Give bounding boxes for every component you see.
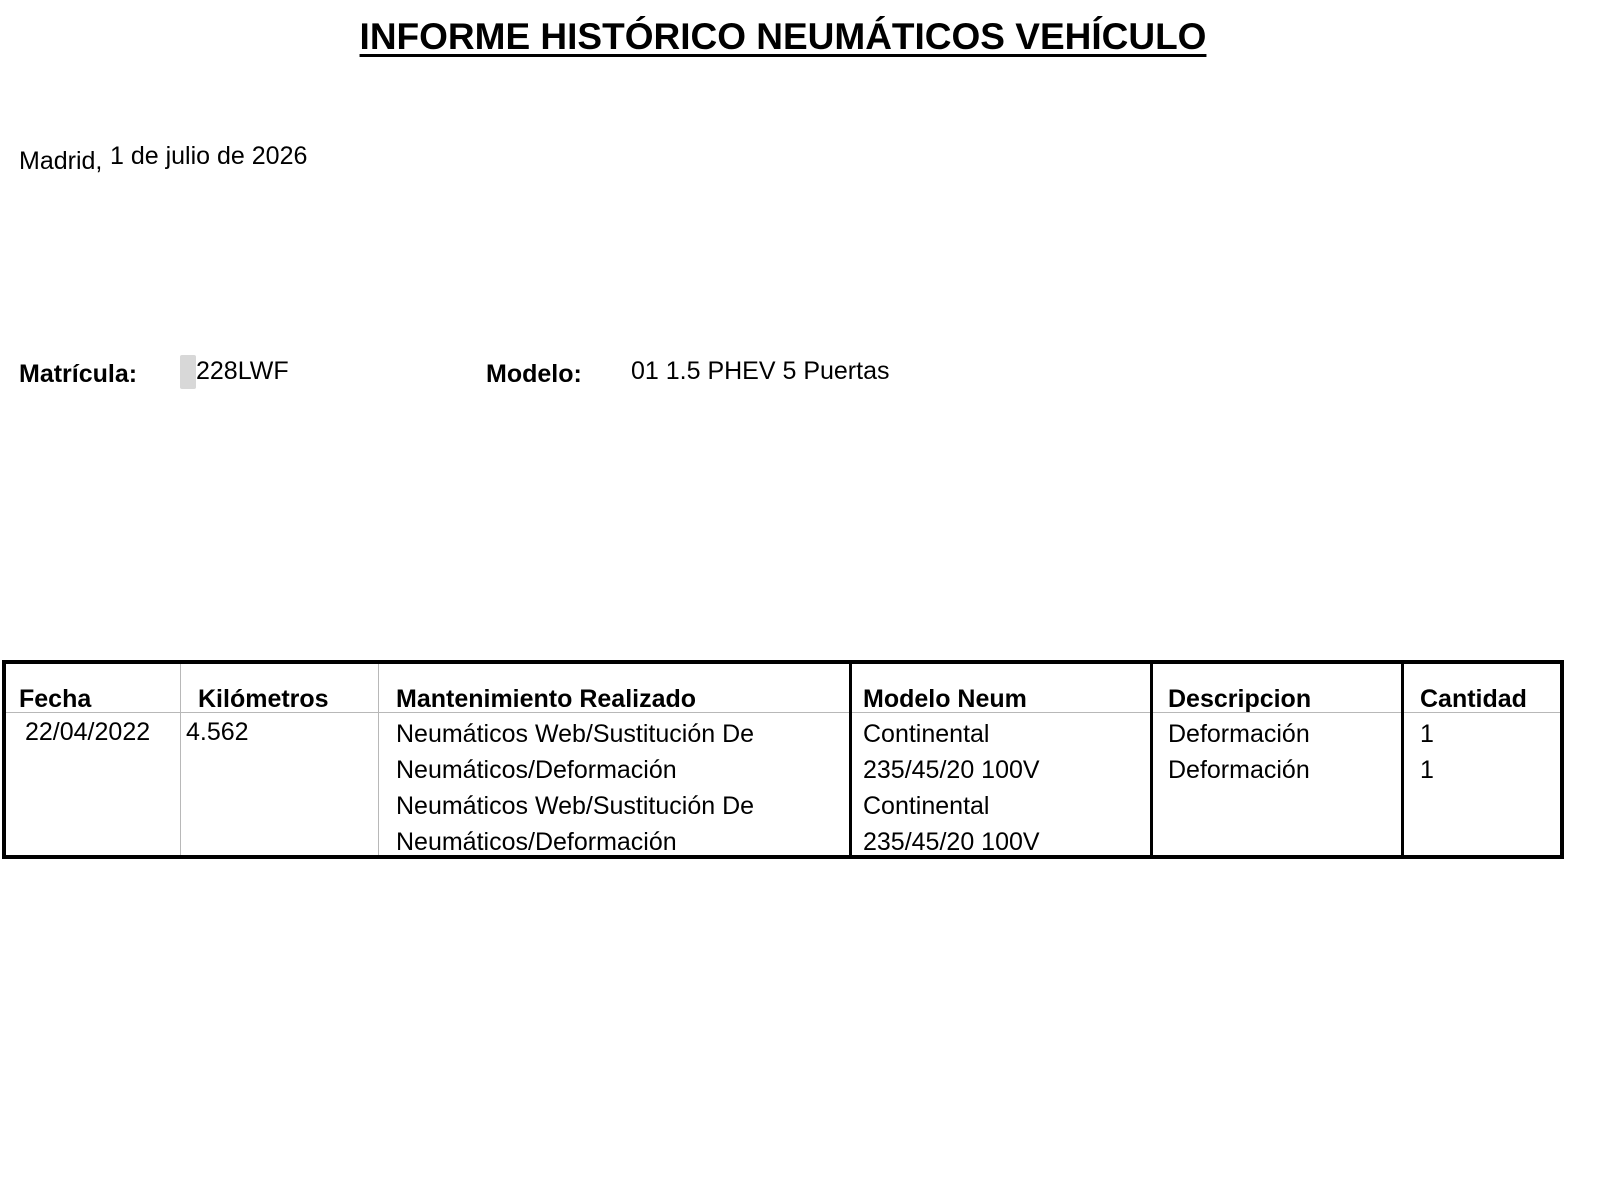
cell-line: 235/45/20 100V [863,756,1040,784]
cell-line: Neumáticos Web/Sustitución De [396,720,755,748]
cell-line: 235/45/20 100V [863,828,1040,856]
cell-cantidad [1420,716,1434,788]
column-divider [1401,664,1404,855]
header-kilometros: Kilómetros [198,685,329,713]
tire-history-table [2,660,1564,859]
model-label: Modelo: [486,360,582,388]
cell-modelo-neum [863,716,1040,860]
header-mantenimiento: Mantenimiento Realizado [396,685,697,713]
column-divider [849,664,852,855]
cell-kilometros [186,714,249,750]
column-divider [378,664,379,855]
header-cantidad: Cantidad [1420,685,1527,713]
column-divider [1150,664,1153,855]
plate-label: Matrícula: [19,360,138,388]
header-fecha: Fecha [19,685,92,713]
plate-redaction [180,355,196,389]
cell-line: Deformación [1168,720,1310,748]
cell-line: 1 [1420,720,1434,748]
report-place: Madrid, [19,147,103,175]
header-modelo-neum: Modelo Neum [863,685,1027,713]
cell-line: Neumáticos/Deformación [396,756,677,784]
cell-line: 1 [1420,756,1434,784]
cell-descripcion [1168,716,1310,788]
cell-kilometros-value: 4.562 [186,718,249,746]
report-title [0,14,1566,60]
cell-line: Deformación [1168,756,1310,784]
report-title-text: INFORME HISTÓRICO NEUMÁTICOS VEHÍCULO [359,16,1207,57]
report-date: 1 de julio de 2026 [110,142,308,170]
cell-fecha [25,714,150,750]
cell-mantenimiento [396,716,754,860]
header-descripcion: Descripcion [1168,685,1312,713]
cell-line: Continental [863,792,990,820]
column-divider [180,664,181,855]
cell-line: Continental [863,720,990,748]
cell-line: Neumáticos/Deformación [396,828,677,856]
model-value: 01 1.5 PHEV 5 Puertas [631,357,890,385]
cell-line: Neumáticos Web/Sustitución De [396,792,755,820]
plate-value: 228LWF [196,357,289,385]
cell-fecha-value: 22/04/2022 [25,718,151,746]
